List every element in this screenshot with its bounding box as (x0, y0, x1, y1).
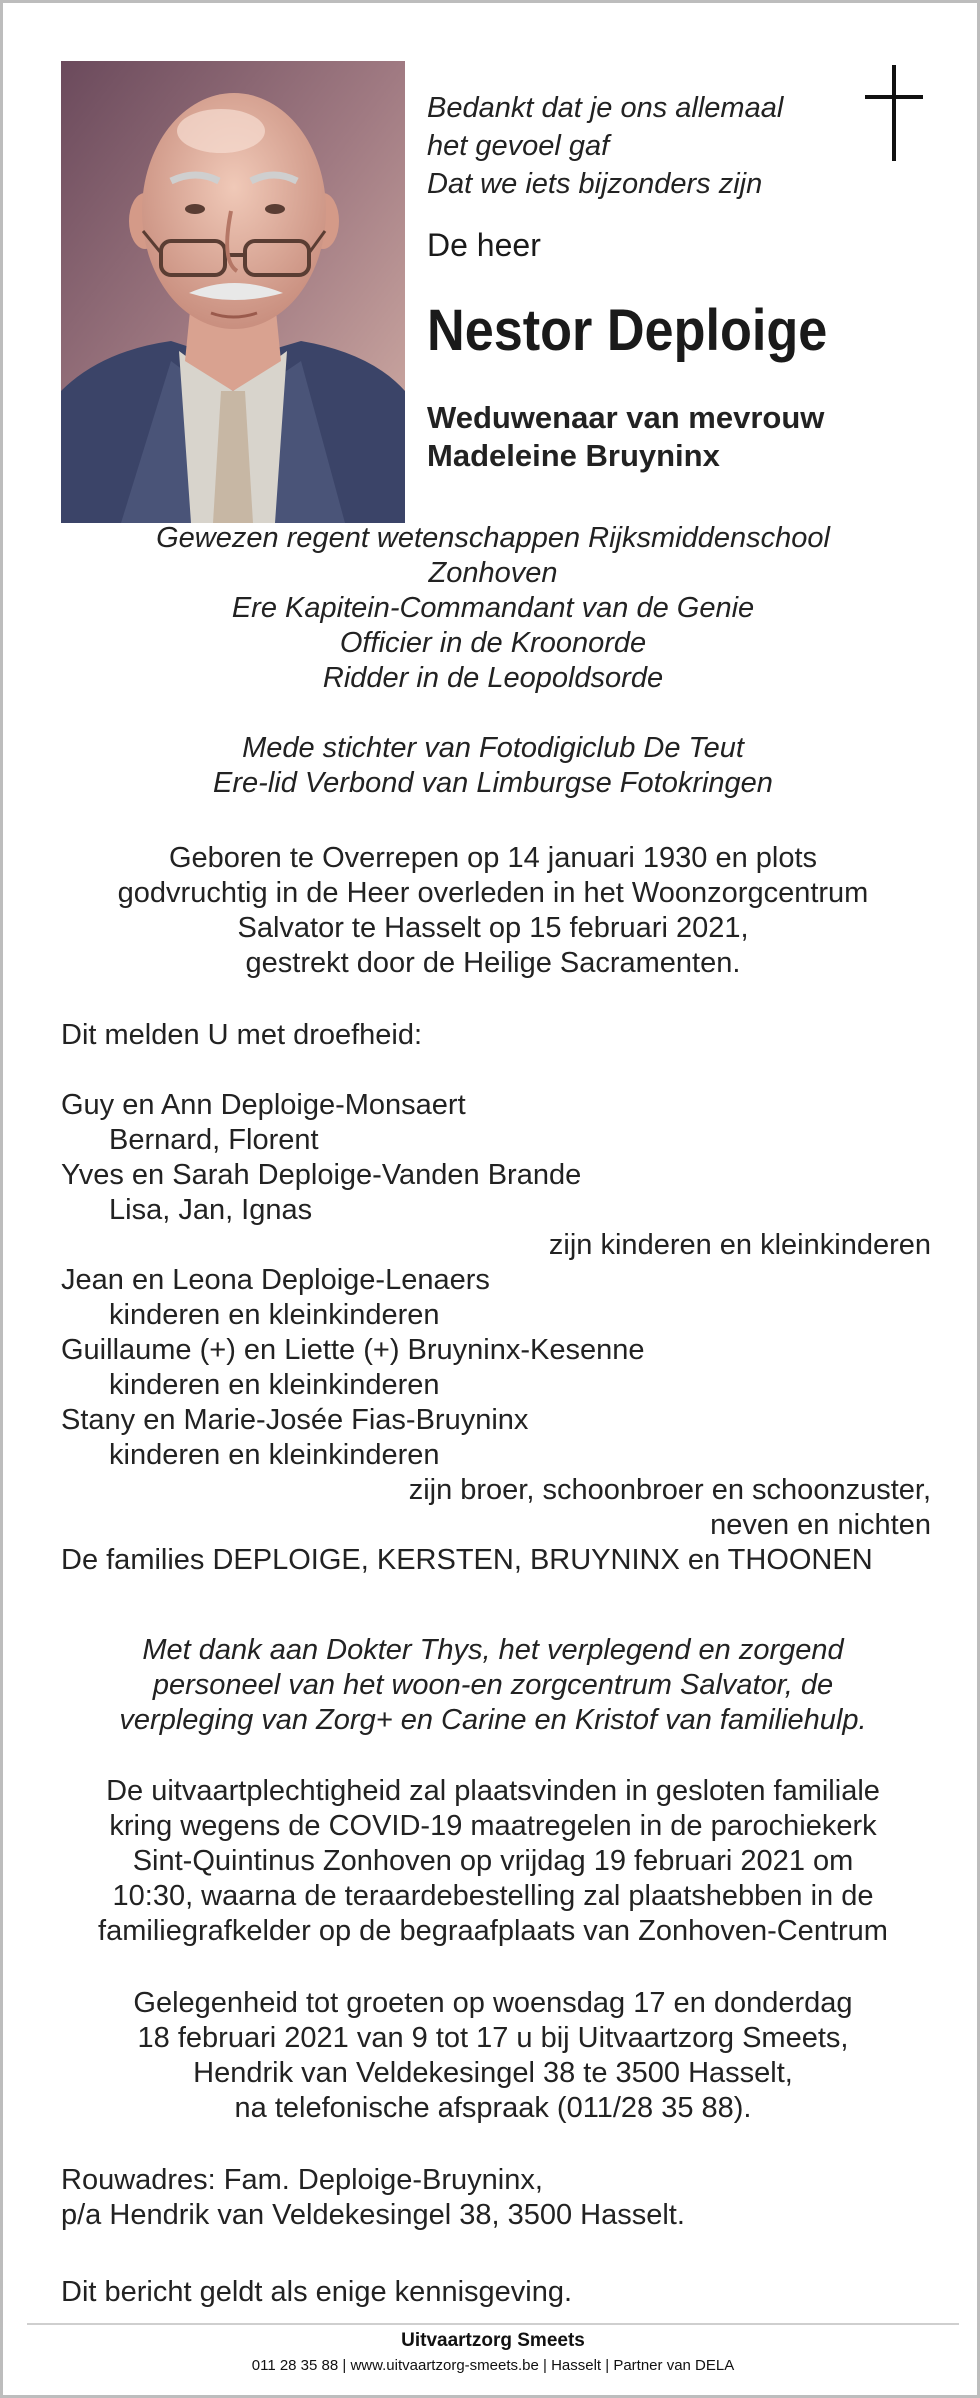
thanks-line: Met dank aan Dokter Thys, het verplegend en zorgend (142, 1634, 844, 1666)
family-line: Stany en Marie-Josée Fias-Bruyninx (61, 1404, 529, 1436)
visitation-block (43, 1986, 943, 2126)
address-line: Rouwadres: Fam. Deploige-Bruyninx, (61, 2164, 543, 2196)
title-line: Gewezen regent wetenschappen Rijksmiddenschool (156, 522, 830, 554)
family-line: zijn kinderen en kleinkinderen (548, 1229, 931, 1261)
family-line: kinderen en kleinkinderen (109, 1369, 440, 1401)
family-line: kinderen en kleinkinderen (109, 1439, 440, 1471)
funeral-line: familiegrafkelder op de begraafplaats van Zonhoven-Centrum (98, 1915, 888, 1947)
birth-death-line: gestrekt door de Heilige Sacramenten. (245, 947, 741, 979)
family-line: Lisa, Jan, Ignas (109, 1194, 313, 1226)
notice-text: Dit bericht geldt als enige kennisgeving. (61, 2276, 573, 2308)
funeral-block (43, 1774, 943, 1949)
visitation-line: Gelegenheid tot groeten op woensdag 17 en donderdag (133, 1987, 853, 2019)
club-line: Ere-lid Verbond van Limburgse Fotokringen (213, 767, 773, 799)
family-line: neven en nichten (710, 1509, 931, 1541)
family-line: De families DEPLOIGE, KERSTEN, BRUYNINX en THOONEN (61, 1544, 873, 1576)
visitation-line: Hendrik van Veldekesingel 38 te 3500 Hasselt, (193, 2057, 793, 2089)
family-line: Yves en Sarah Deploige-Vanden Brande (61, 1159, 582, 1191)
title-prefix: De heer (427, 227, 541, 263)
family-line: Jean en Leona Deploige-Lenaers (61, 1264, 490, 1296)
spouse-info (427, 399, 947, 475)
thanks-line: personeel van het woon-en zorgcentrum Salvator, de (152, 1669, 834, 1701)
family-line: Bernard, Florent (109, 1124, 319, 1156)
footer-divider (27, 2323, 959, 2325)
birth-death-line: godvruchtig in de Heer overleden in het Woonzorgcentrum (117, 877, 869, 909)
title-line: Ere Kapitein-Commandant van de Genie (231, 592, 755, 624)
club-line: Mede stichter van Fotodigiclub De Teut (242, 732, 744, 764)
address-line: p/a Hendrik van Veldekesingel 38, 3500 Hasselt. (61, 2199, 685, 2231)
visitation-line: 18 februari 2021 van 9 tot 17 u bij Uitvaartzorg Smeets, (137, 2022, 849, 2054)
funeral-line: Sint-Quintinus Zonhoven op vrijdag 19 februari 2021 om (132, 1845, 854, 1877)
birth-death-line: Geboren te Overrepen op 14 januari 1930 en plots (168, 842, 818, 874)
poem-line: het gevoel gaf (427, 130, 610, 162)
family-line: Guy en Ann Deploige-Monsaert (61, 1089, 466, 1121)
funeral-line: De uitvaartplechtigheid zal plaatsvinden in gesloten familiale (106, 1775, 880, 1807)
funeral-line: kring wegens de COVID-19 maatregelen in de parochiekerk (109, 1810, 877, 1842)
address-block (61, 2163, 931, 2233)
thanks-block (43, 1633, 943, 1738)
announce-text: Dit melden U met droefheid: (61, 1019, 423, 1051)
poem-line: Bedankt dat je ons allemaal (427, 92, 784, 124)
visitation-line: na telefonische afspraak (011/28 35 88). (234, 2092, 752, 2124)
family-line: Guillaume (+) en Liette (+) Bruyninx-Kesenne (61, 1334, 645, 1366)
birth-death-block (43, 841, 943, 981)
family-line: kinderen en kleinkinderen (109, 1299, 440, 1331)
family-list (61, 1088, 931, 1578)
titles-block (43, 521, 943, 696)
funeral-line: 10:30, waarna de teraardebestelling zal plaatshebben in de (112, 1880, 874, 1912)
spouse-line: Madeleine Bruyninx (427, 438, 720, 473)
footer-info: 011 28 35 88 | www.uitvaartzorg-smeets.be | Hasselt | Partner van DELA (251, 2357, 735, 2374)
family-line: zijn broer, schoonbroer en schoonzuster, (408, 1474, 931, 1506)
thanks-line: verpleging van Zorg+ en Carine en Kristof van familiehulp. (119, 1704, 867, 1736)
footer-title: Uitvaartzorg Smeets (401, 2330, 585, 2351)
title-line: Ridder in de Leopoldsorde (322, 662, 664, 694)
birth-death-line: Salvator te Hasselt op 15 februari 2021, (237, 912, 749, 944)
cross-icon (865, 65, 923, 161)
clubs-block (43, 731, 943, 801)
poem (427, 89, 847, 203)
spouse-line: Weduwenaar van mevrouw (427, 400, 825, 435)
title-line: Officier in de Kroonorde (339, 627, 647, 659)
deceased-name: Nestor Deploige (427, 298, 828, 363)
poem-line: Dat we iets bijzonders zijn (427, 168, 763, 200)
portrait-photo (61, 61, 405, 523)
title-line: Zonhoven (428, 557, 558, 589)
